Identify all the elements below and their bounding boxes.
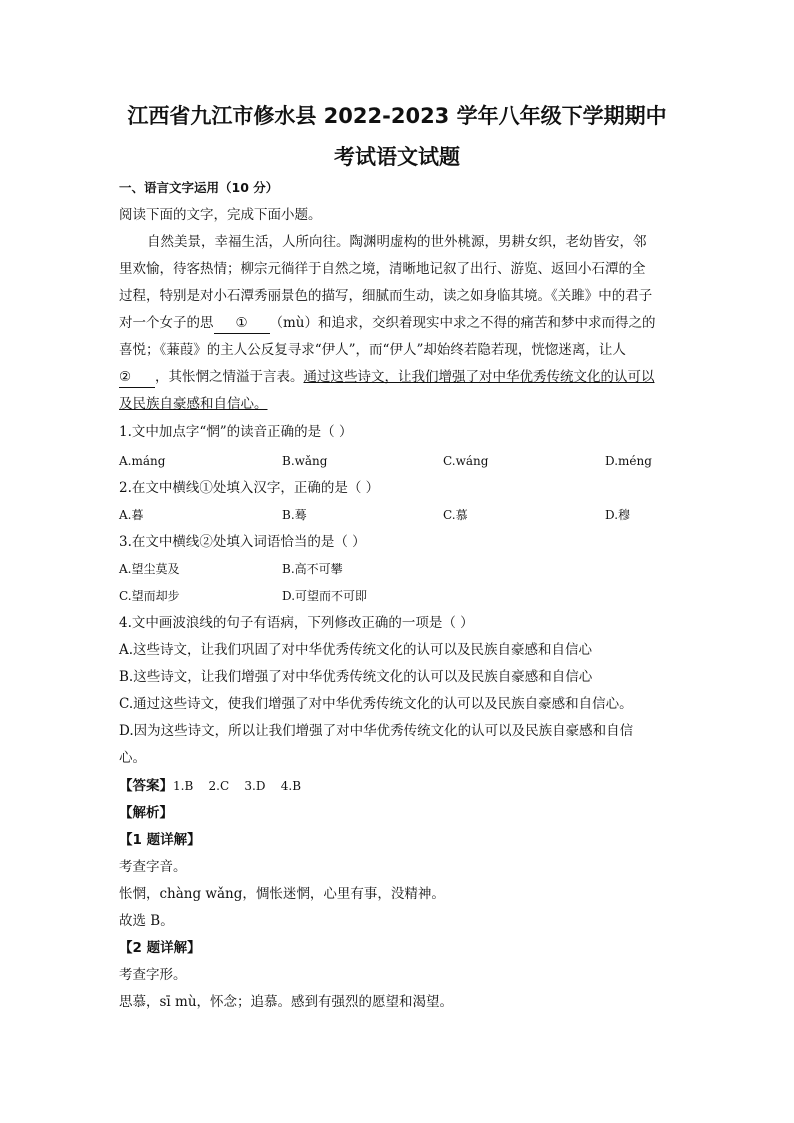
q2-option-d: D.穆 [605, 508, 631, 522]
q3-option-c: C.望而却步 [119, 589, 180, 603]
q4-option-b: B.这些诗文，让我们增强了对中华优秀传统文化的认可以及民族自豪感和自信心 [119, 669, 593, 685]
q1-stem: 1.文中加点字“惘”的读音正确的是（ ） [119, 424, 353, 440]
q3-stem: 3.在文中横线②处填入词语恰当的是（ ） [119, 534, 366, 550]
q4-option-a: A.这些诗文，让我们巩固了对中华优秀传统文化的认可以及民族自豪感和自信心 [119, 642, 593, 658]
passage-line-4-end: （mù）和追求，交织着现实中求之不得的痛苦和梦中求而得之的 [269, 315, 656, 331]
instruction-text: 阅读下面的文字，完成下面小题。 [119, 207, 322, 223]
blank-2: ② [119, 367, 155, 388]
title-line-2: 考试语文试题 [334, 145, 460, 169]
passage-line-6 [119, 367, 655, 388]
q1-option-d: D.méng [605, 454, 652, 468]
section-heading: 一、语言文字运用（10 分） [119, 180, 279, 195]
analysis-label: 【解析】 [119, 805, 173, 821]
q4-option-c: C.通过这些诗文，使我们增强了对中华优秀传统文化的认可以及民族自豪感和自信心。 [119, 696, 633, 712]
wavy-sentence-part-1: 通过这些诗文，让我们增强了对中华优秀传统文化的认可以 [303, 369, 655, 385]
q2-detail-line-2: 思慕，sī mù，怀念；追慕。感到有强烈的愿望和渴望。 [119, 994, 454, 1010]
passage-line-5: 喜悦；《蒹葭》的主人公反复寻求“伊人”，而“伊人”却始终若隐若现，恍惚迷离，让人 [119, 342, 626, 358]
q2-detail-label: 【2 题详解】 [119, 940, 201, 956]
blank-1: ① [214, 313, 270, 334]
passage-line-1: 自然美景，幸福生活，人所向往。陶渊明虚构的世外桃源，男耕女织，老幼皆安，邻 [147, 234, 647, 250]
q1-detail-line-3: 故选 B。 [119, 913, 174, 929]
q4-option-d-line-1: D.因为这些诗文，所以让我们增强了对中华优秀传统文化的认可以及民族自豪感和自信 [119, 723, 634, 739]
q2-option-a: A.暮 [119, 508, 144, 522]
q3-option-b: B.高不可攀 [282, 562, 343, 576]
q2-option-c: C.慕 [443, 508, 468, 522]
q2-stem: 2.在文中横线①处填入汉字，正确的是（ ） [119, 480, 380, 496]
q1-option-b: B.wǎng [282, 454, 328, 468]
passage-line-4 [119, 313, 656, 334]
q1-option-c: C.wáng [443, 454, 489, 468]
passage-line-4-start: 对一个女子的思 [119, 315, 214, 331]
q1-detail-line-1: 考查字音。 [119, 859, 187, 875]
answer-line [119, 776, 301, 796]
q4-stem: 4.文中画波浪线的句子有语病，下列修改正确的一项是（ ） [119, 615, 474, 631]
q1-detail-line-2: 怅惘，chàng wǎng，惆怅迷惘，心里有事，没精神。 [119, 886, 445, 902]
q2-detail-line-1: 考查字形。 [119, 967, 187, 983]
title-line-1: 江西省九江市修水县 2022-2023 学年八年级下学期期中 [127, 104, 667, 128]
passage-line-6-mid: ，其怅惘之情溢于言表。 [155, 369, 304, 385]
q4-option-d-line-2: 心。 [119, 750, 146, 766]
wavy-sentence-part-2: 及民族自豪感和自信心。 [119, 396, 268, 412]
q1-option-a: A.máng [119, 454, 166, 468]
passage-line-7 [119, 394, 268, 414]
q2-option-b: B.蓦 [282, 508, 307, 522]
q1-detail-label: 【1 题详解】 [119, 832, 201, 848]
answer-label: 【答案】 [119, 778, 173, 794]
answer-values: 1.B 2.C 3.D 4.B [173, 779, 302, 793]
passage-line-3: 过程，特别是对小石潭秀丽景色的描写，细腻而生动，读之如身临其境。《关雎》中的君子 [119, 288, 653, 304]
q3-option-d: D.可望而不可即 [282, 589, 368, 603]
q3-option-a: A.望尘莫及 [119, 562, 180, 576]
passage-line-2: 里欢愉，待客热情；柳宗元徜徉于自然之境，清晰地记叙了出行、游览、返回小石潭的全 [119, 261, 646, 277]
